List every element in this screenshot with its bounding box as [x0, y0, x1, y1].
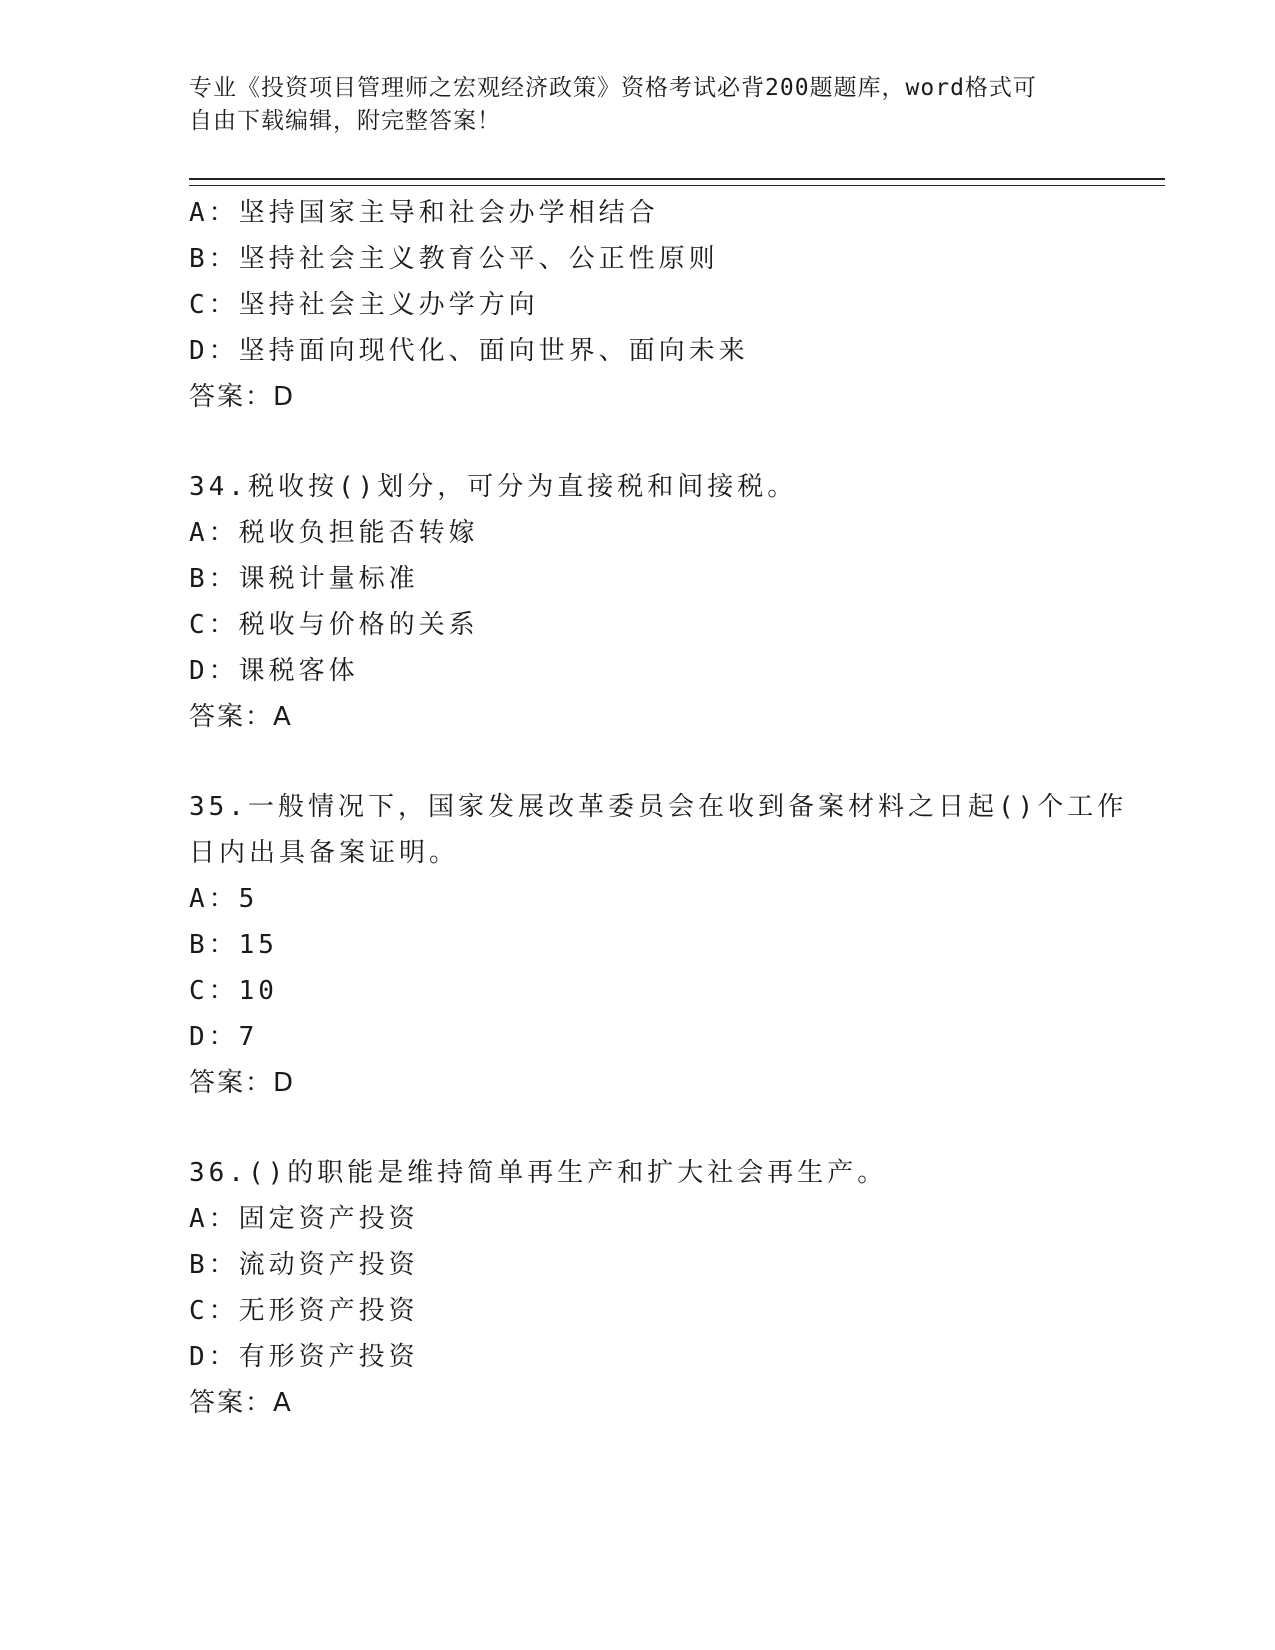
option-c: C：10: [189, 976, 278, 1006]
question-stem: 34.税收按()划分，可分为直接税和间接税。: [189, 472, 798, 502]
spacer: [189, 1106, 1089, 1150]
option-d: D：坚持面向现代化、面向世界、面向未来: [189, 336, 749, 366]
spacer: [189, 740, 1089, 784]
question-35: [189, 784, 1128, 1106]
document-header: [189, 72, 1089, 138]
header-divider: [189, 178, 1165, 186]
question-34: [189, 464, 1089, 740]
answer: 答案：D: [189, 382, 296, 412]
option-a: A：固定资产投资: [189, 1204, 419, 1234]
header-title-line-2: 自由下载编辑，附完整答案！: [189, 108, 501, 134]
question-list: [189, 190, 1128, 1426]
option-b: B：坚持社会主义教育公平、公正性原则: [189, 244, 719, 274]
answer: 答案：A: [189, 702, 293, 732]
option-a: A：税收负担能否转嫁: [189, 518, 479, 548]
question-stem: 36.()的职能是维持简单再生产和扩大社会再生产。: [189, 1158, 888, 1188]
option-d: D：课税客体: [189, 656, 359, 686]
option-b: B：流动资产投资: [189, 1250, 419, 1280]
option-c: C：坚持社会主义办学方向: [189, 290, 539, 320]
answer: 答案：A: [189, 1388, 293, 1418]
spacer: [189, 420, 1089, 464]
option-b: B：15: [189, 930, 278, 960]
question-stem-line-2: 日内出具备案证明。: [189, 838, 460, 868]
option-b: B：课税计量标准: [189, 564, 419, 594]
option-c: C：无形资产投资: [189, 1296, 419, 1326]
question-33: [189, 190, 1089, 420]
option-d: D：7: [189, 1022, 259, 1052]
header-title-line-1: 专业《投资项目管理师之宏观经济政策》资格考试必背200题题库，word格式可: [189, 75, 1037, 101]
question-36: [189, 1150, 1089, 1426]
answer: 答案：D: [189, 1068, 296, 1098]
option-a: A：坚持国家主导和社会办学相结合: [189, 198, 659, 228]
option-d: D：有形资产投资: [189, 1342, 419, 1372]
question-stem-line-1: 35.一般情况下，国家发展改革委员会在收到备案材料之日起()个工作: [189, 792, 1128, 822]
option-a: A：5: [189, 884, 259, 914]
option-c: C：税收与价格的关系: [189, 610, 479, 640]
